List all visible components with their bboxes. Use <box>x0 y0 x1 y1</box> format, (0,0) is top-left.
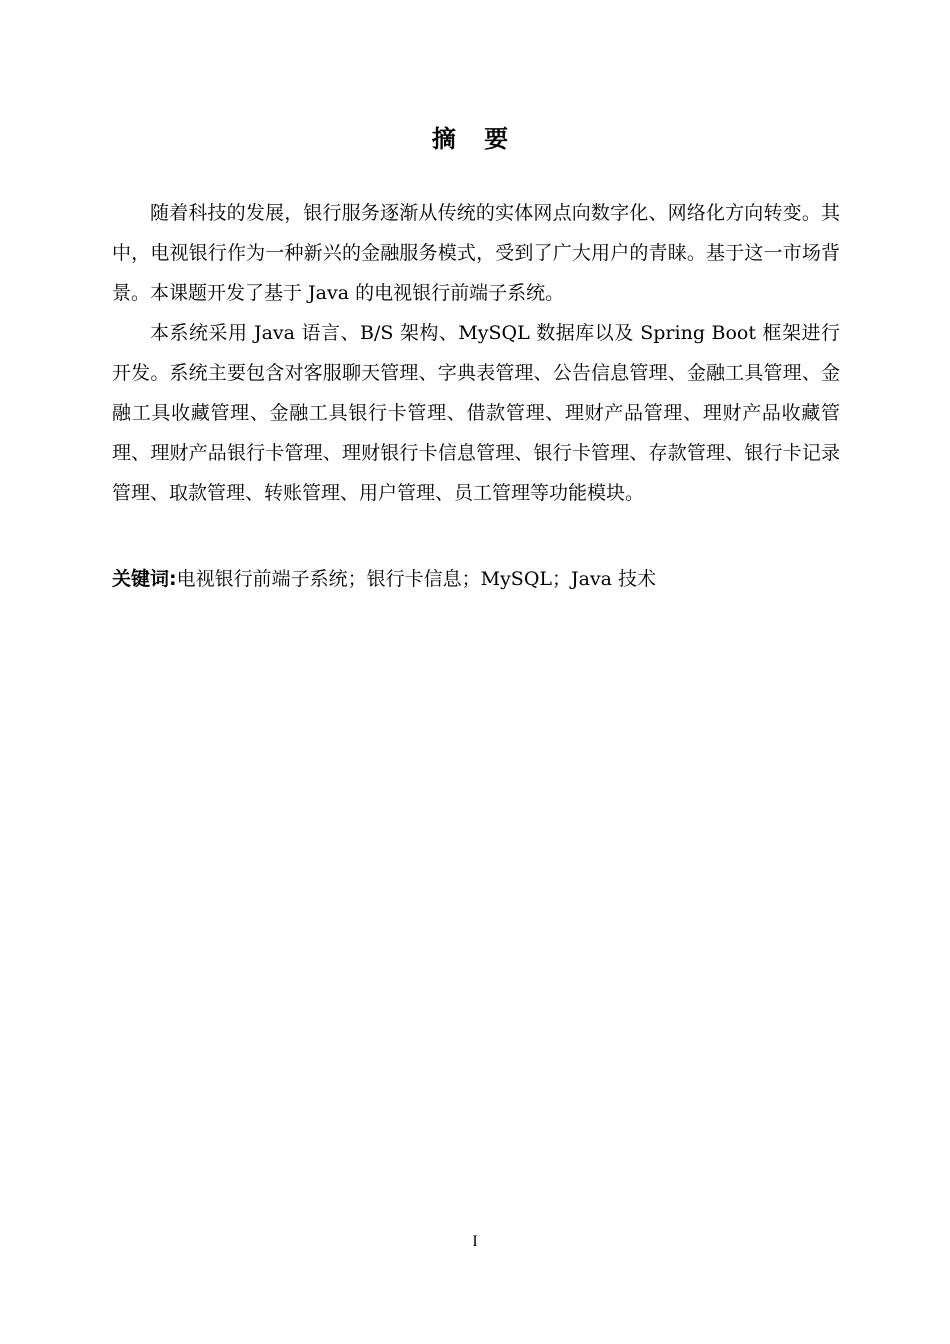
abstract-body <box>112 193 840 513</box>
keywords-value: 电视银行前端子系统；银行卡信息；MySQL；Java 技术 <box>176 568 657 590</box>
abstract-paragraph-1: 随着科技的发展，银行服务逐渐从传统的实体网点向数字化、网络化方向转变。其中，电视银行作为一种新兴的金融服务模式，受到了广大用户的青睐。基于这一市场背景。本课题开发了基于 Java 的电视银行前端子系统。 <box>112 202 840 304</box>
page-title: 摘 要 <box>431 125 519 153</box>
page-number: I <box>472 1233 478 1250</box>
keywords-label: 关键词: <box>112 568 177 590</box>
abstract-paragraph-2: 本系统采用 Java 语言、B/S 架构、MySQL 数据库以及 Spring Boot 框架进行开发。系统主要包含对客服聊天管理、字典表管理、公告信息管理、金融工具管理、金融工具收藏管理、金融工具银行卡管理、借款管理、理财产品管理、理财产品收藏管理、理财产品银行卡管理、理财银行卡信息管理、银行卡管理、存款管理、银行卡记录管理、取款管理、转账管理、用户管理、员工管理等功能模块。 <box>112 322 840 504</box>
keywords-line <box>112 562 840 596</box>
